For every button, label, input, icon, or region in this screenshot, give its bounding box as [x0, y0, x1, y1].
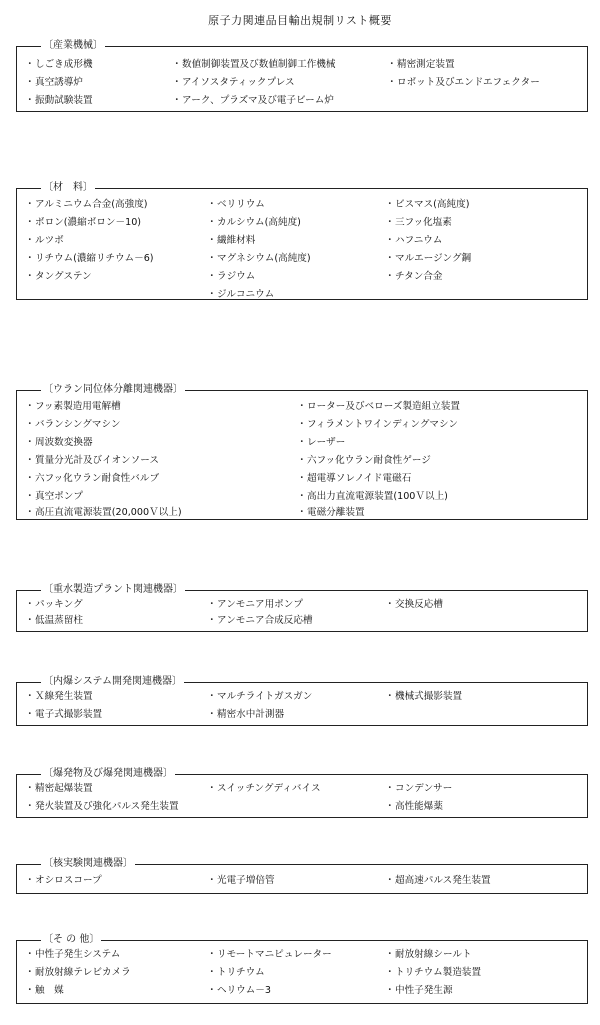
- list-item: ・アンモニア合成反応槽: [207, 615, 313, 626]
- list-item: ・リチウム(濃縮リチウム－6): [25, 253, 154, 264]
- section-industrial-machinery: [16, 40, 588, 112]
- list-item: ・振動試験装置: [25, 95, 93, 106]
- list-item: ・オシロスコープ: [25, 875, 102, 886]
- list-item: ・Ｘ線発生装置: [25, 691, 93, 702]
- item-row: [17, 873, 587, 891]
- list-item: ・アイソスタティックプレス: [172, 77, 295, 88]
- list-item: ・周波数変換器: [25, 437, 93, 448]
- item-row: [17, 435, 587, 453]
- item-row: [17, 983, 587, 1001]
- list-item: ・触 媒: [25, 985, 64, 996]
- list-item: ・機械式撮影装置: [385, 691, 463, 702]
- list-item: ・レーザー: [297, 437, 346, 448]
- item-row: [17, 75, 587, 93]
- list-item: ・高圧直流電源装置(20,000Ｖ以上): [25, 507, 182, 518]
- item-row: [17, 287, 587, 305]
- list-item: ・低温蒸留柱: [25, 615, 83, 626]
- list-item: ・六フッ化ウラン耐食性バルブ: [25, 473, 160, 484]
- list-item: ・ルツボ: [25, 235, 64, 246]
- list-item: ・交換反応槽: [385, 599, 443, 610]
- section-explosives: [16, 768, 588, 818]
- item-row: [17, 799, 587, 817]
- list-item: ・耐放射線テレビカメラ: [25, 967, 131, 978]
- section-label: 〔重水製造プラント関連機器〕: [43, 584, 183, 595]
- list-item: ・ベリリウム: [207, 199, 265, 210]
- list-item: ・ビスマス(高純度): [385, 199, 470, 210]
- list-item: ・スイッチングディバイス: [207, 783, 321, 794]
- item-row: [17, 251, 587, 269]
- section-nuclear-test: [16, 858, 588, 894]
- list-item: ・リモートマニピュレーター: [207, 949, 332, 960]
- list-item: ・発火装置及び強化パルス発生装置: [25, 801, 179, 812]
- list-item: ・高性能爆薬: [385, 801, 443, 812]
- item-row: [17, 947, 587, 965]
- list-item: ・電磁分離装置: [297, 507, 365, 518]
- item-row: [17, 613, 587, 631]
- list-item: ・マグネシウム(高純度): [207, 253, 311, 264]
- item-row: [17, 707, 587, 725]
- page-title: 原子力関連品目輸出規制リスト概要: [208, 14, 392, 27]
- item-row: [17, 965, 587, 983]
- list-item: ・カルシウム(高純度): [207, 217, 301, 228]
- list-item: ・パッキング: [25, 599, 83, 610]
- item-row: [17, 269, 587, 287]
- list-item: ・超電導ソレノイド電磁石: [297, 473, 412, 484]
- section-others: [16, 934, 588, 1004]
- item-row: [17, 417, 587, 435]
- list-item: ・しごき成形機: [25, 59, 93, 70]
- item-row: [17, 93, 587, 111]
- list-item: ・電子式撮影装置: [25, 709, 103, 720]
- list-item: ・真空ポンプ: [25, 491, 83, 502]
- list-item: ・ローター及びベローズ製造組立装置: [297, 401, 461, 412]
- section-label: 〔そ の 他〕: [43, 934, 100, 945]
- item-row: [17, 399, 587, 417]
- list-item: ・マルエージング鋼: [385, 253, 472, 264]
- section-label: 〔ウラン同位体分離関連機器〕: [43, 384, 183, 395]
- item-row: [17, 233, 587, 251]
- section-implosion-system: [16, 676, 588, 726]
- list-item: ・精密起爆装置: [25, 783, 93, 794]
- list-item: ・トリチウム製造装置: [385, 967, 482, 978]
- section-label: 〔材 料〕: [43, 182, 93, 193]
- list-item: ・フィラメントワインディングマシン: [297, 419, 458, 430]
- list-item: ・精密水中計測器: [207, 709, 285, 720]
- section-heavy-water-plant: [16, 584, 588, 632]
- list-item: ・ハフニウム: [385, 235, 443, 246]
- list-item: ・ジルコニウム: [207, 289, 275, 300]
- list-item: ・コンデンサー: [385, 783, 453, 794]
- list-item: ・バランシングマシン: [25, 419, 121, 430]
- list-item: ・ロボット及びエンドエフェクター: [387, 77, 540, 88]
- list-item: ・精密測定装置: [387, 59, 455, 70]
- section-uranium-isotope-separation: [16, 384, 588, 520]
- list-item: ・三フッ化塩素: [385, 217, 452, 228]
- list-item: ・真空誘導炉: [25, 77, 83, 88]
- list-item: ・質量分光計及びイオンソース: [25, 455, 159, 466]
- item-row: [17, 453, 587, 471]
- list-item: ・ヘリウム－3: [207, 985, 271, 996]
- list-item: ・タングステン: [25, 271, 92, 282]
- list-item: ・耐放射線シールト: [385, 949, 472, 960]
- list-item: ・繊維材料: [207, 235, 256, 246]
- list-item: ・数値制御装置及び数値制御工作機械: [172, 59, 336, 70]
- section-label: 〔産業機械〕: [43, 40, 103, 51]
- item-row: [17, 215, 587, 233]
- list-item: ・トリチウム: [207, 967, 265, 978]
- section-label: 〔核実験関連機器〕: [43, 858, 133, 869]
- item-row: [17, 689, 587, 707]
- list-item: ・高出力直流電源装置(100Ｖ以上): [297, 491, 448, 502]
- list-item: ・アルミニウム合金(高強度): [25, 199, 148, 210]
- list-item: ・中性子発生源: [385, 985, 453, 996]
- list-item: ・ボロン(濃縮ボロン－10): [25, 217, 142, 228]
- list-item: ・光電子増倍管: [207, 875, 275, 886]
- item-row: [17, 471, 587, 489]
- section-label: 〔爆発物及び爆発関連機器〕: [43, 768, 173, 779]
- list-item: ・超高速パルス発生装置: [385, 875, 491, 886]
- item-row: [17, 505, 587, 523]
- list-item: ・アンモニア用ポンプ: [207, 599, 303, 610]
- item-row: [17, 781, 587, 799]
- list-item: ・アーク、プラズマ及び電子ビーム炉: [172, 95, 334, 106]
- list-item: ・チタン合金: [385, 271, 443, 282]
- section-materials: [16, 182, 588, 300]
- list-item: ・六フッ化ウラン耐食性ゲージ: [297, 455, 431, 466]
- list-item: ・中性子発生システム: [25, 949, 121, 960]
- list-item: ・ラジウム: [207, 271, 256, 282]
- list-item: ・マルチライトガスガン: [207, 691, 313, 702]
- list-item: ・フッ素製造用電解槽: [25, 401, 121, 412]
- item-row: [17, 197, 587, 215]
- section-label: 〔内爆システム開発関連機器〕: [43, 676, 182, 687]
- item-row: [17, 57, 587, 75]
